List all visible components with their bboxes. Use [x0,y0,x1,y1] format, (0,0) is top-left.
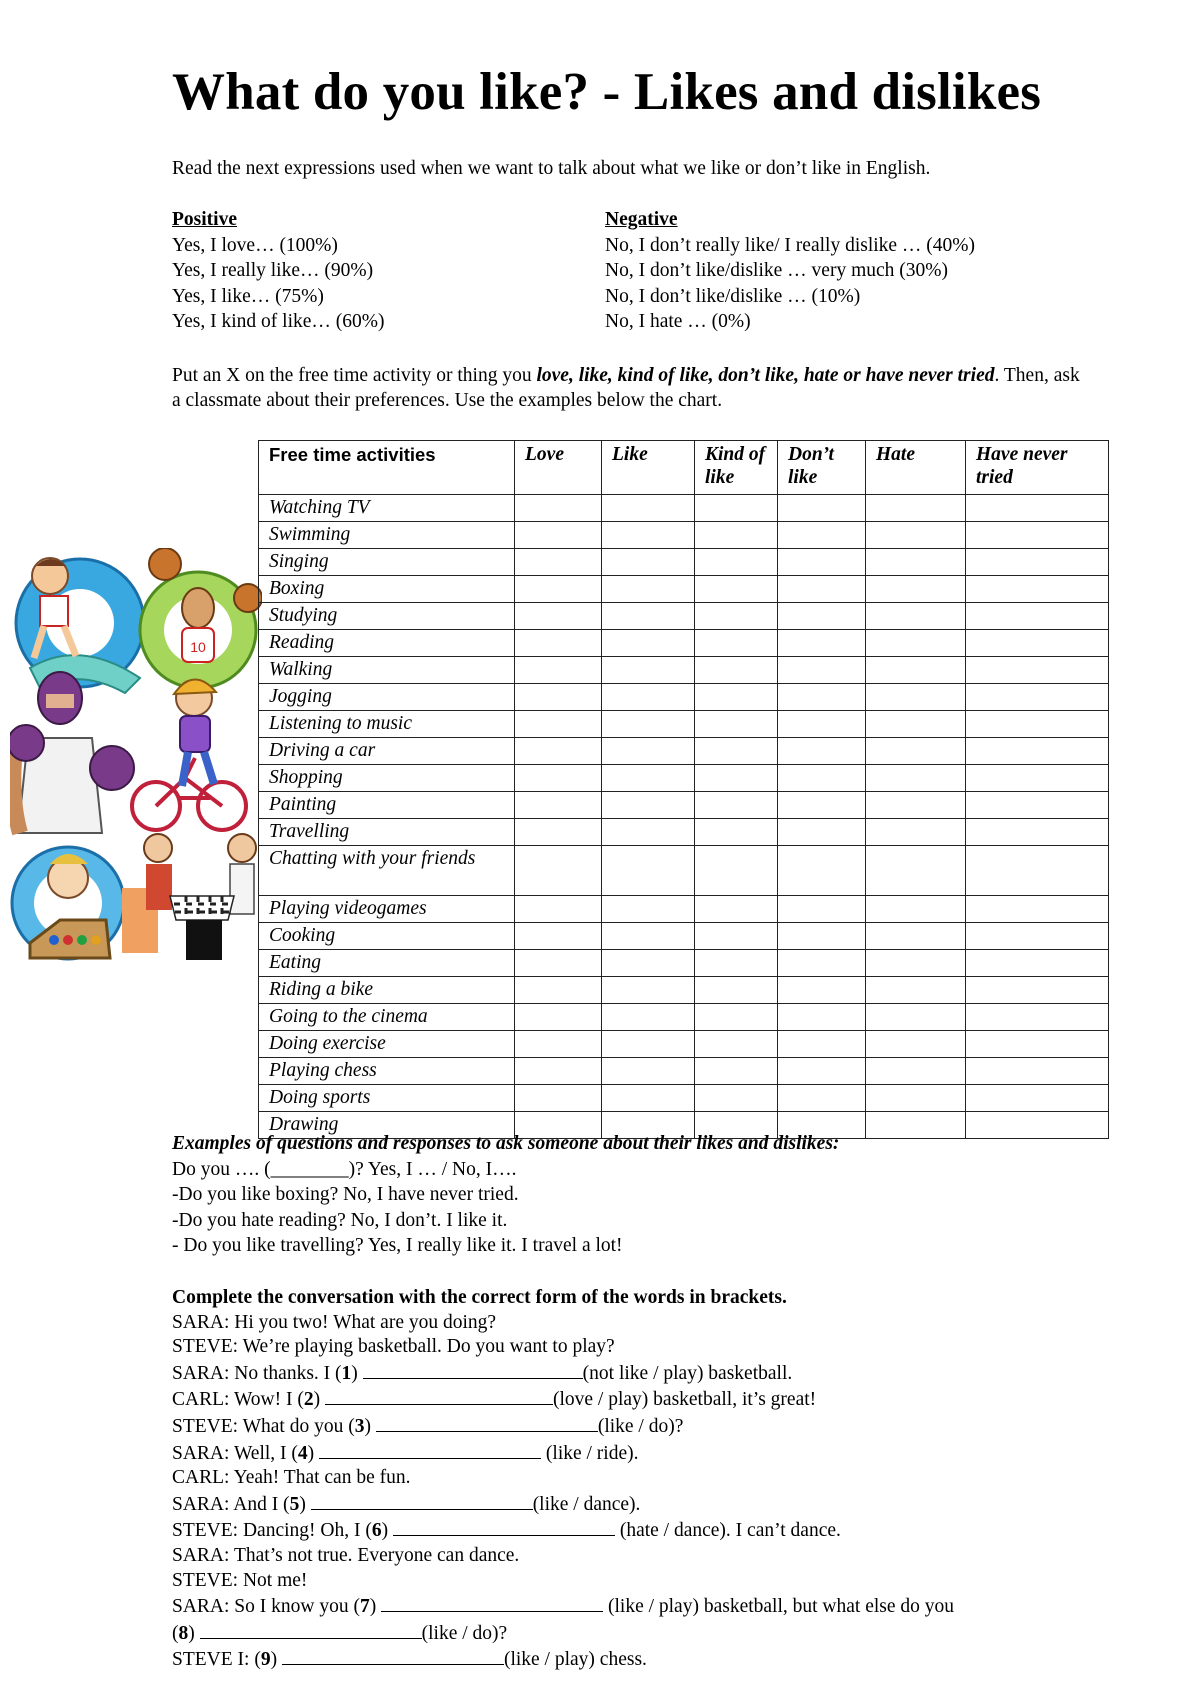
answer-cell[interactable] [866,576,966,603]
answer-cell[interactable] [866,630,966,657]
activities-illustration [10,548,262,1008]
activity-cell: Chatting with your friends [259,846,515,896]
line-text: SARA: So I know you ( [172,1596,360,1618]
line-text: (like / ride). [541,1442,639,1464]
answer-cell[interactable] [515,819,602,846]
answer-cell[interactable] [695,522,778,549]
activity-cell: Singing [259,549,515,576]
table-row [259,1085,1109,1112]
answer-cell[interactable] [695,819,778,846]
answer-cell[interactable] [602,765,695,792]
answer-cell[interactable] [778,738,866,765]
answer-cell[interactable] [515,977,602,1004]
instruction-part: Put an X on the free time activity or thing you [172,365,537,386]
negative-item: No, I don’t really like/ I really dislike … (40%) [605,234,976,256]
positive-heading: Positive [172,209,237,230]
answer-cell[interactable] [866,1031,966,1058]
answer-cell[interactable] [602,684,695,711]
svg-text:10: 10 [190,639,206,655]
answer-cell[interactable] [515,1058,602,1085]
answer-cell[interactable] [866,711,966,738]
line-text: ) [369,1596,382,1618]
line-text: (like / dance). [532,1493,641,1515]
answer-cell[interactable] [966,657,1109,684]
conversation-line: SARA: That’s not true. Everyone can dance. [172,1544,520,1566]
answer-cell[interactable] [778,711,866,738]
answer-cell[interactable] [778,603,866,630]
answer-blank-5[interactable] [311,1491,533,1510]
answer-cell[interactable] [966,1085,1109,1112]
activity-cell: Listening to music [259,711,515,738]
answer-cell[interactable] [602,1031,695,1058]
answer-cell[interactable] [602,819,695,846]
instruction-emphasis: love, like, kind of like, don’t like, hate or have never tried [536,365,995,386]
answer-cell[interactable] [778,950,866,977]
cyclist-picture [132,679,246,830]
examples-section [172,1131,839,1259]
answer-cell[interactable] [695,923,778,950]
answer-cell[interactable] [866,923,966,950]
answer-cell[interactable] [695,495,778,522]
answer-cell[interactable] [602,657,695,684]
answer-blank-9[interactable] [282,1646,504,1665]
table-row [259,495,1109,522]
answer-cell[interactable] [966,765,1109,792]
answer-blank-4[interactable] [319,1440,541,1459]
table-row [259,549,1109,576]
conversation-line [172,1491,954,1518]
answer-cell[interactable] [966,576,1109,603]
answer-cell[interactable] [602,792,695,819]
answer-cell[interactable] [695,576,778,603]
line-text: ) [307,1442,320,1464]
blank-number: 3 [354,1415,365,1437]
answer-cell[interactable] [966,684,1109,711]
line-text: (like / do)? [597,1415,684,1437]
answer-cell[interactable] [966,522,1109,549]
answer-cell[interactable] [778,896,866,923]
table-row [259,684,1109,711]
preferences-table [258,440,1109,1139]
answer-cell[interactable] [515,684,602,711]
negative-item: No, I don’t like/dislike … very much (30%) [605,260,948,281]
line-text: ) [381,1520,393,1542]
answer-cell[interactable] [778,765,866,792]
answer-cell[interactable] [515,1085,602,1112]
table-row [259,846,1109,896]
answer-cell[interactable] [778,977,866,1004]
answer-blank-2[interactable] [325,1386,553,1405]
activity-cell: Doing exercise [259,1031,515,1058]
conversation-line [172,1440,954,1467]
header-love: Love [515,441,602,495]
activity-cell: Driving a car [259,738,515,765]
line-text: (love / play) basketball, it’s great! [552,1389,817,1411]
line-text: ) [351,1362,363,1384]
answer-cell[interactable] [515,846,602,896]
answer-cell[interactable] [515,657,602,684]
answer-cell[interactable] [602,738,695,765]
answer-cell[interactable] [778,576,866,603]
line-text: (hate / dance). I can’t dance. [614,1520,841,1542]
answer-cell[interactable] [778,1058,866,1085]
answer-cell[interactable] [778,657,866,684]
answer-cell[interactable] [515,950,602,977]
negative-heading: Negative [605,209,678,230]
activity-cell: Drawing [259,1112,515,1139]
line-text: SARA: Well, I ( [172,1442,298,1464]
line-text: ( [172,1622,179,1644]
table-header-row [259,441,1109,495]
answer-cell[interactable] [966,603,1109,630]
table-row [259,603,1109,630]
table-row [259,630,1109,657]
bowling-picture [12,847,124,959]
answer-cell[interactable] [866,950,966,977]
table-row [259,1058,1109,1085]
header-like: Like [602,441,695,495]
boxer-picture [10,672,134,833]
answer-cell[interactable] [695,657,778,684]
answer-cell[interactable] [515,522,602,549]
answer-blank-1[interactable] [363,1360,583,1379]
table-row [259,923,1109,950]
answer-cell[interactable] [966,711,1109,738]
answer-cell[interactable] [778,549,866,576]
answer-cell[interactable] [602,576,695,603]
activity-cell: Playing videogames [259,896,515,923]
line-text: SARA: No thanks. I ( [172,1362,342,1384]
answer-cell[interactable] [515,1031,602,1058]
answer-cell[interactable] [866,522,966,549]
answer-cell[interactable] [866,495,966,522]
answer-cell[interactable] [866,549,966,576]
answer-blank-6[interactable] [393,1517,615,1536]
answer-cell[interactable] [695,950,778,977]
answer-cell[interactable] [966,896,1109,923]
table-row [259,1004,1109,1031]
line-text: CARL: Wow! I ( [172,1389,304,1411]
answer-cell[interactable] [695,1058,778,1085]
blank-number: 7 [359,1596,370,1618]
intro-text: Read the next expressions used when we want to talk about what we like or don’t like in English. [172,158,931,179]
answer-cell[interactable] [695,549,778,576]
line-text: (like / play) basketball, but what else do you [603,1596,955,1618]
blank-number: 6 [371,1520,382,1542]
answer-cell[interactable] [966,549,1109,576]
answer-cell[interactable] [866,1085,966,1112]
positive-item: Yes, I kind of like… (60%) [172,311,385,332]
blank-number: 8 [178,1622,189,1644]
line-text: (not like / play) basketball. [582,1362,793,1384]
line-text: SARA: And I ( [172,1493,290,1515]
answer-cell[interactable] [966,846,1109,896]
answer-blank-3[interactable] [376,1413,598,1432]
answer-cell[interactable] [866,896,966,923]
table-row [259,819,1109,846]
negative-item: No, I don’t like/dislike … (10%) [605,285,861,307]
header-hate: Hate [866,441,966,495]
answer-cell[interactable] [695,684,778,711]
answer-cell[interactable] [515,711,602,738]
header-never-tried: Have never tried [966,441,1109,495]
activity-cell: Studying [259,603,515,630]
answer-cell[interactable] [515,603,602,630]
line-text: (like / do)? [421,1622,508,1644]
answer-cell[interactable] [778,495,866,522]
answer-cell[interactable] [866,603,966,630]
instruction-part: . Then, ask a classmate about their preferences. Use the examples below the chart. [172,365,1080,411]
positive-item: Yes, I like… (75%) [172,285,324,307]
negative-item: No, I hate … (0%) [605,311,751,332]
activity-cell: Boxing [259,576,515,603]
table-row [259,711,1109,738]
answer-cell[interactable] [515,738,602,765]
table-row [259,738,1109,765]
instruction-text [172,363,1092,413]
conversation-line [172,1593,954,1620]
activity-cell: Doing sports [259,1085,515,1112]
answer-cell[interactable] [602,1004,695,1031]
blank-number: 9 [260,1649,271,1671]
answer-cell[interactable] [778,1085,866,1112]
answer-cell[interactable] [695,896,778,923]
answer-cell[interactable] [695,630,778,657]
answer-cell[interactable] [602,923,695,950]
answer-cell[interactable] [602,549,695,576]
blank-number: 4 [297,1442,308,1464]
answer-cell[interactable] [966,977,1109,1004]
answer-cell[interactable] [778,522,866,549]
answer-cell[interactable] [695,846,778,896]
line-text: STEVE: Dancing! Oh, I ( [172,1520,372,1542]
activity-cell: Shopping [259,765,515,792]
conversation-line: SARA: Hi you two! What are you doing? [172,1311,497,1333]
answer-cell[interactable] [966,792,1109,819]
swimmer-picture [16,558,144,693]
answer-cell[interactable] [602,495,695,522]
answer-cell[interactable] [866,738,966,765]
table-row [259,657,1109,684]
answer-cell[interactable] [602,1085,695,1112]
activity-cell: Travelling [259,819,515,846]
answer-cell[interactable] [602,711,695,738]
conversation-line [172,1360,954,1387]
worksheet-title: What do you like? - Likes and dislikes [172,63,1042,121]
answer-cell[interactable] [515,792,602,819]
line-text: ) [188,1622,200,1644]
conversation-line [172,1620,954,1647]
answer-cell[interactable] [866,1112,966,1139]
answer-cell[interactable] [866,977,966,1004]
example-line: -Do you like boxing? No, I have never tried. [172,1184,519,1205]
examples-heading: Examples of questions and responses to ask someone about their likes and dislikes: [172,1133,840,1154]
conversation-line [172,1517,954,1544]
answer-cell[interactable] [966,630,1109,657]
answer-cell[interactable] [966,738,1109,765]
answer-cell[interactable] [695,1031,778,1058]
answer-cell[interactable] [966,819,1109,846]
answer-cell[interactable] [778,819,866,846]
table-row [259,977,1109,1004]
answer-cell[interactable] [966,1031,1109,1058]
positive-item: Yes, I really like… (90%) [172,260,374,281]
conversation-line: STEVE: Not me! [172,1569,308,1591]
line-text: (like / play) chess. [503,1649,647,1671]
answer-cell[interactable] [602,1058,695,1085]
table-row [259,950,1109,977]
activity-cell: Eating [259,950,515,977]
table-row [259,576,1109,603]
table-row [259,792,1109,819]
activity-cell: Going to the cinema [259,1004,515,1031]
activity-cell: Watching TV [259,495,515,522]
conversation-line: CARL: Yeah! That can be fun. [172,1467,411,1489]
negative-column [605,207,975,335]
table-row [259,1031,1109,1058]
answer-cell[interactable] [778,630,866,657]
table-row [259,522,1109,549]
answer-blank-8[interactable] [200,1620,422,1639]
positive-column [172,207,385,335]
activity-cell: Painting [259,792,515,819]
activity-cell: Swimming [259,522,515,549]
answer-cell[interactable] [695,792,778,819]
example-line: -Do you hate reading? No, I don’t. I like it. [172,1209,508,1231]
answer-cell[interactable] [602,950,695,977]
answer-cell[interactable] [966,1004,1109,1031]
answer-cell[interactable] [602,896,695,923]
answer-cell[interactable] [515,896,602,923]
answer-cell[interactable] [695,977,778,1004]
answer-cell[interactable] [602,603,695,630]
answer-cell[interactable] [515,1004,602,1031]
header-dont-like: Don’t like [778,441,866,495]
activity-cell: Walking [259,657,515,684]
conversation-line [172,1386,954,1413]
answer-cell[interactable] [866,765,966,792]
activity-cell: Reading [259,630,515,657]
answer-cell[interactable] [602,522,695,549]
answer-cell[interactable] [695,1085,778,1112]
answer-cell[interactable] [866,1004,966,1031]
answer-cell[interactable] [966,495,1109,522]
answer-cell[interactable] [602,846,695,896]
example-line: Do you …. (________)? Yes, I … / No, I…. [172,1158,517,1180]
table-row [259,896,1109,923]
conversation-section [172,1286,954,1673]
answer-cell[interactable] [602,630,695,657]
answer-cell[interactable] [695,603,778,630]
activity-cell: Cooking [259,923,515,950]
conversation-line [172,1646,954,1673]
answer-cell[interactable] [515,576,602,603]
answer-cell[interactable] [695,711,778,738]
answer-cell[interactable] [778,923,866,950]
answer-cell[interactable] [515,630,602,657]
line-text: ) [299,1493,311,1515]
activity-cell: Riding a bike [259,977,515,1004]
blank-number: 1 [341,1362,352,1384]
answer-cell[interactable] [515,495,602,522]
answer-cell[interactable] [778,1031,866,1058]
answer-cell[interactable] [515,765,602,792]
answer-cell[interactable] [778,684,866,711]
answer-cell[interactable] [966,923,1109,950]
answer-cell[interactable] [695,1004,778,1031]
answer-cell[interactable] [778,792,866,819]
header-activities: Free time activities [259,441,515,495]
example-line: - Do you like travelling? Yes, I really like it. I travel a lot! [172,1235,623,1256]
conversation-heading: Complete the conversation with the correct form of the words in brackets. [172,1287,787,1308]
basketball-picture [140,548,262,688]
line-text: ) [313,1389,325,1411]
blank-number: 5 [289,1493,300,1515]
answer-cell[interactable] [866,846,966,896]
answer-cell[interactable] [778,846,866,896]
answer-cell[interactable] [966,1112,1109,1139]
answer-cell[interactable] [866,684,966,711]
answer-cell[interactable] [695,738,778,765]
answer-cell[interactable] [866,1058,966,1085]
positive-item: Yes, I love… (100%) [172,234,338,256]
line-text: ) [270,1649,282,1671]
line-text: ) [364,1415,376,1437]
activity-cell: Playing chess [259,1058,515,1085]
answer-cell[interactable] [866,819,966,846]
activity-cell: Jogging [259,684,515,711]
chess-picture [122,834,256,960]
answer-cell[interactable] [778,1004,866,1031]
answer-cell[interactable] [866,792,966,819]
answer-cell[interactable] [515,549,602,576]
header-kind-of-like: Kind of like [695,441,778,495]
answer-cell[interactable] [602,977,695,1004]
line-text: STEVE: What do you ( [172,1415,355,1437]
answer-cell[interactable] [966,950,1109,977]
answer-cell[interactable] [866,657,966,684]
answer-cell[interactable] [695,765,778,792]
conversation-line: STEVE: We’re playing basketball. Do you want to play? [172,1336,615,1358]
answer-cell[interactable] [515,923,602,950]
blank-number: 2 [303,1389,314,1411]
conversation-line [172,1413,954,1440]
answer-blank-7[interactable] [381,1593,603,1612]
table-row [259,765,1109,792]
answer-cell[interactable] [966,1058,1109,1085]
line-text: STEVE I: ( [172,1649,261,1671]
